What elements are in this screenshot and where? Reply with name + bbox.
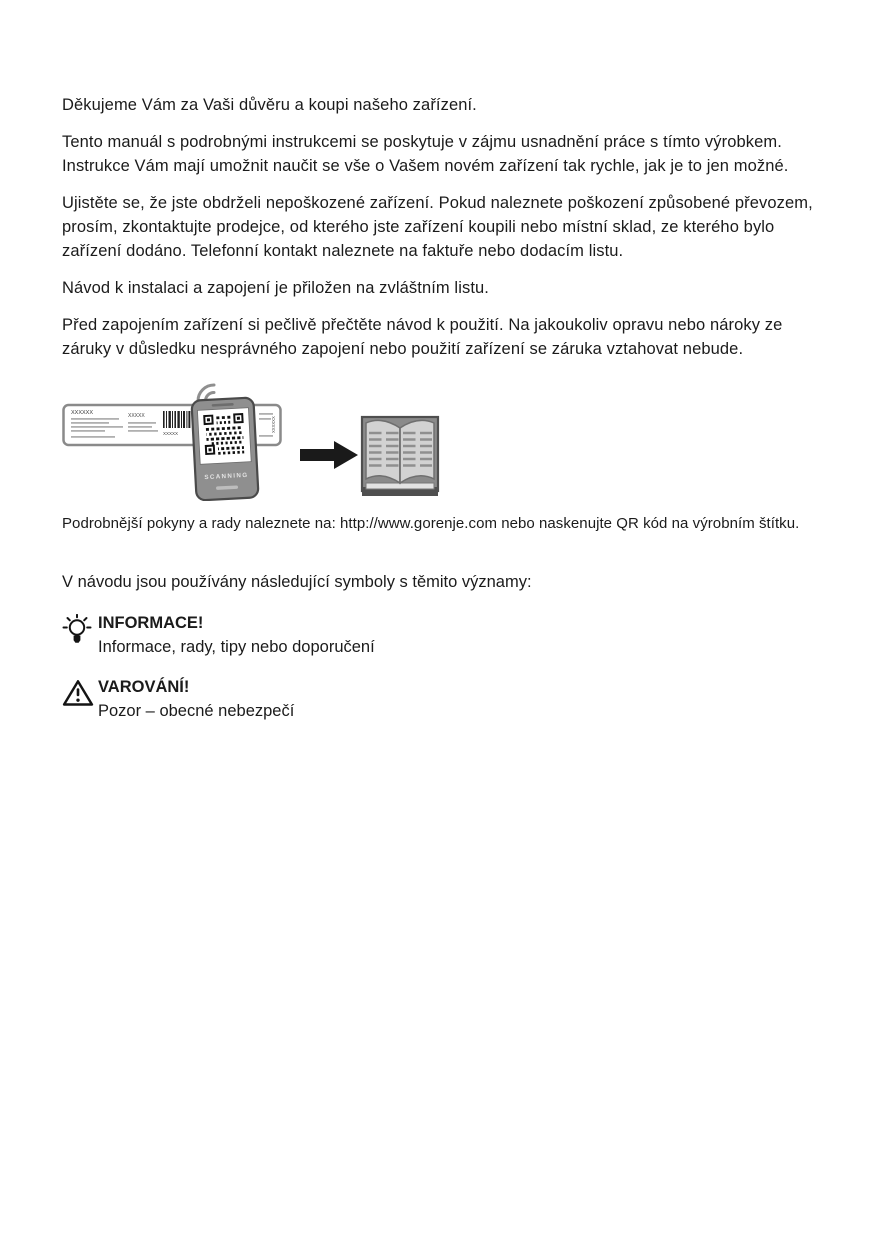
symbols-intro: V návodu jsou používány následující symboly s těmito významy: [62,573,532,591]
lightbulb-icon [62,612,98,653]
label-text-1: XXXXXX [71,410,94,416]
info-symbol-row [62,612,818,658]
illustration-caption: Podrobnější pokyny a rady naleznete na: http://www.gorenje.com nebo naskenujte QR kód na výrobním štítku. [62,515,800,532]
info-desc: Informace, rady, tipy nebo doporučení [98,638,375,656]
warning-title: VAROVÁNÍ! [98,678,190,696]
paragraph-manual-purpose: Tento manuál s podrobnými instrukcemi se poskytuje v zájmu usnadnění práce s tímto výrobkem. Instrukce Vám mají umožnit naučit se vše o Vašem novém zařízení tak rychle, jak je to jen možné. [62,133,789,175]
warning-symbol-row [62,676,818,722]
paragraph-damage-check: Ujistěte se, že jste obdrželi nepoškozené zařízení. Pokud naleznete poškození způsobené převozem, prosím, zkontaktujte prodejce, od kterého jste zařízení koupili nebo místní sklad, ze kterého bylo zařízení dodáno. Telefonní kontakt naleznete na faktuře nebo dodacím listu. [62,194,813,260]
qr-scan-illustration [62,383,818,501]
paragraph-thanks: Děkujeme Vám za Vaši důvěru a koupi našeho zařízení. [62,96,477,114]
smartphone [191,397,258,500]
arrow-icon [300,441,358,469]
paragraph-warranty: Před zapojením zařízení si pečlivě přečtěte návod k použití. Na jakoukoliv opravu nebo nároky ze záruky v důsledku nesprávného zapojení nebo použití zařízení se záruka vztahovat nebude. [62,316,783,358]
label-text-3: XXXXX [163,431,179,436]
warning-desc: Pozor – obecné nebezpečí [98,702,295,720]
info-title: INFORMACE! [98,614,204,632]
paragraph-install-sheet: Návod k instalaci a zapojení je přiložen na zvláštním listu. [62,279,489,297]
label-text-2: XXXXX [128,413,145,419]
label-side-text: XXXXXX [271,416,276,433]
manual-book [362,417,438,496]
qr-scan-illustration-svg [62,383,440,501]
phone-scanning-label: SCANNING [204,471,249,482]
warning-icon [62,676,98,713]
